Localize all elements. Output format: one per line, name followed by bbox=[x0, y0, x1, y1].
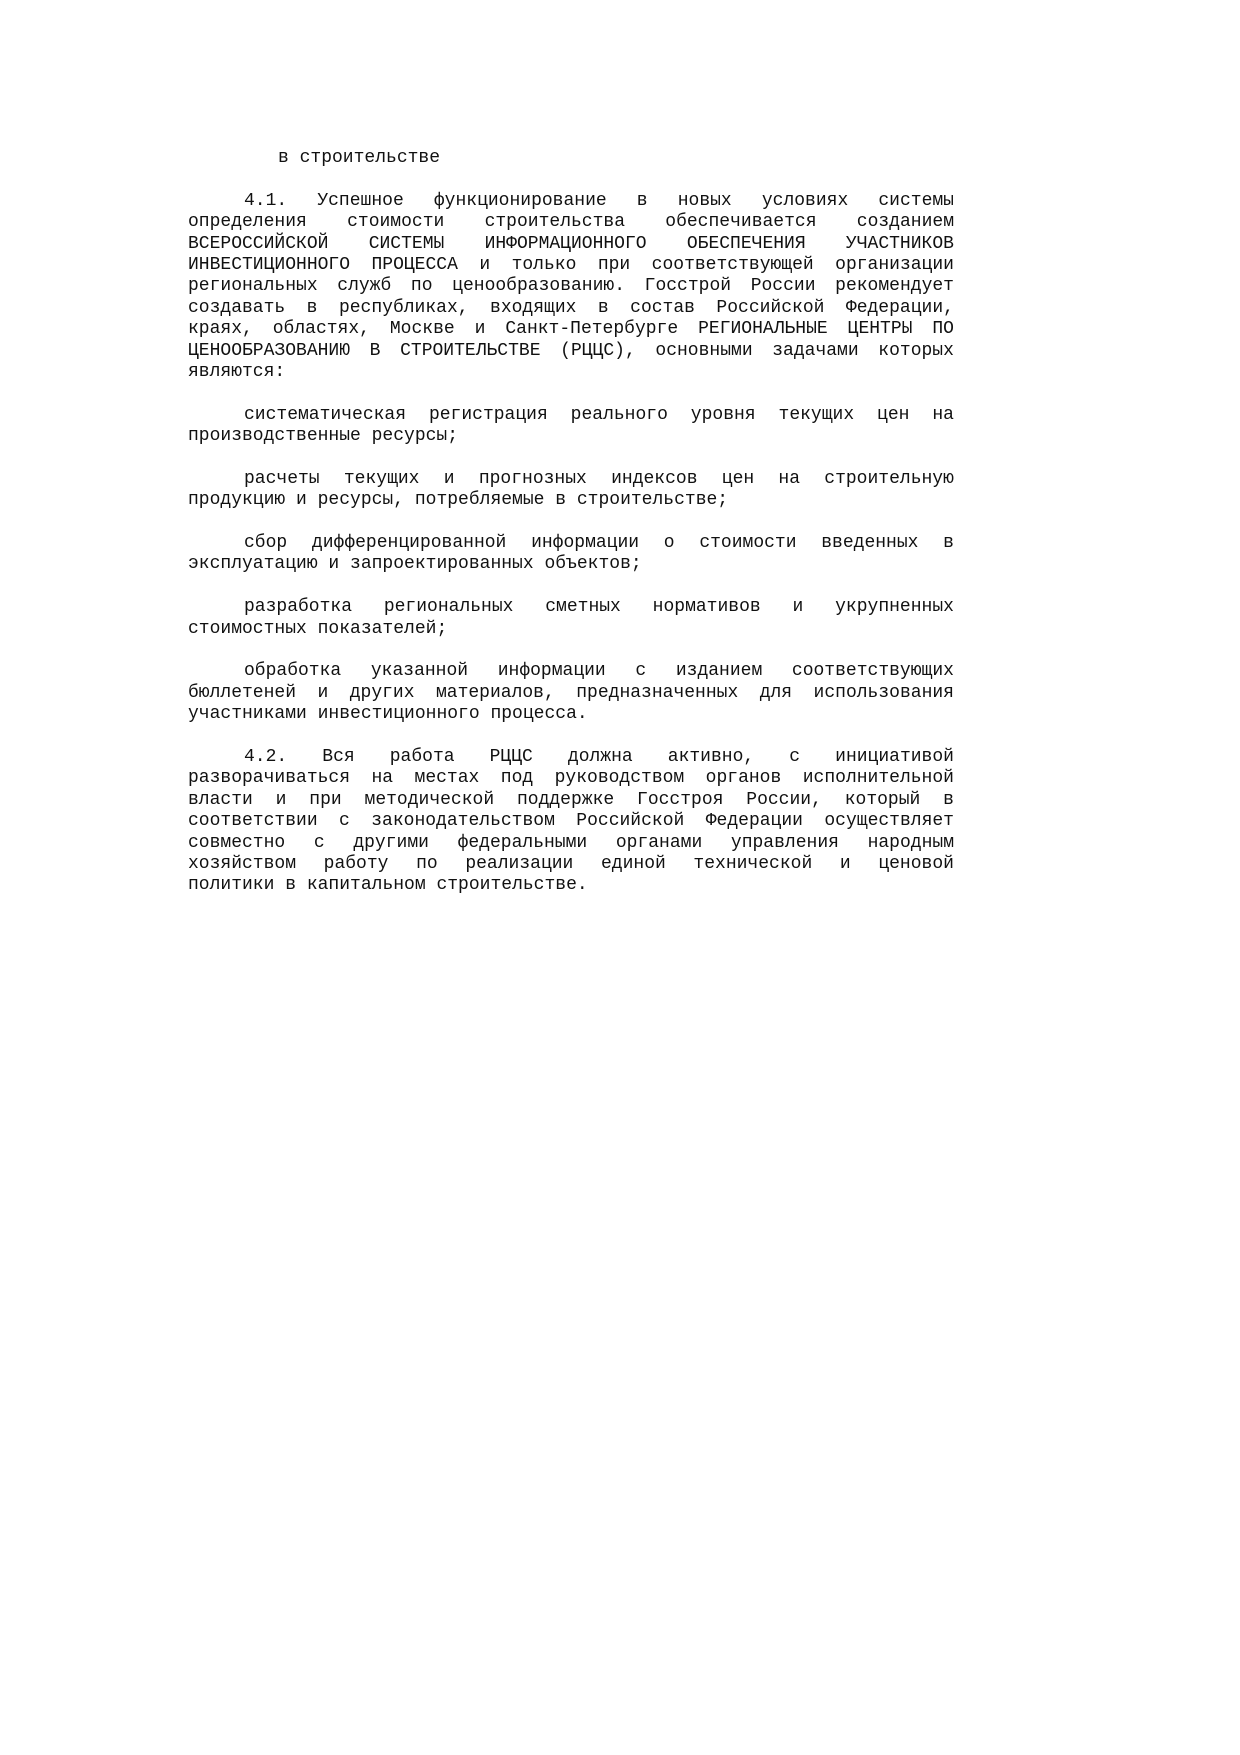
word: в bbox=[555, 490, 567, 511]
word: стоимостных bbox=[188, 618, 307, 639]
word: другими bbox=[353, 832, 429, 853]
para-4-2 bbox=[188, 747, 954, 897]
word: РЕГИОНАЛЬНЫЕ bbox=[698, 319, 828, 340]
list-item-indexes bbox=[188, 469, 954, 512]
word: ПРОЦЕССА bbox=[371, 254, 458, 275]
word: Российской bbox=[576, 811, 685, 832]
word: и bbox=[474, 319, 486, 340]
word: расчеты bbox=[244, 468, 320, 489]
text-line bbox=[188, 341, 954, 362]
word: управления bbox=[730, 832, 839, 853]
word: запроектированных bbox=[350, 554, 534, 575]
word: и bbox=[792, 597, 804, 618]
word: информации bbox=[497, 661, 606, 682]
word: В bbox=[369, 340, 381, 361]
word: функционирование bbox=[433, 190, 607, 211]
word: по bbox=[416, 853, 438, 874]
word: рекомендует bbox=[835, 276, 954, 297]
word: сметных bbox=[545, 597, 621, 618]
text-line bbox=[188, 790, 954, 811]
text-line bbox=[188, 469, 954, 490]
text-line bbox=[188, 619, 954, 640]
word: СТРОИТЕЛЬСТВЕ bbox=[400, 340, 541, 361]
word: соответствующих bbox=[791, 661, 954, 682]
word: состав bbox=[630, 297, 695, 318]
word: под bbox=[500, 768, 534, 789]
word: потребляемые bbox=[414, 490, 545, 511]
word: и bbox=[443, 468, 455, 489]
word: ЦЕНООБРАЗОВАНИЮ bbox=[188, 340, 351, 361]
word: должна bbox=[567, 746, 633, 767]
word: краях, bbox=[188, 319, 253, 340]
word: и bbox=[275, 789, 287, 810]
word: разворачиваться bbox=[188, 768, 351, 789]
word: которых bbox=[878, 340, 954, 361]
text-line bbox=[188, 191, 954, 212]
word: областях, bbox=[272, 319, 370, 340]
word: предназначенных bbox=[576, 682, 739, 703]
word: ИНФОРМАЦИОННОГО bbox=[484, 233, 647, 254]
word: укрупненных bbox=[835, 597, 954, 618]
word: новых bbox=[677, 190, 732, 211]
word: региональных bbox=[188, 276, 318, 297]
word: указанной bbox=[370, 661, 469, 682]
text-line bbox=[188, 833, 954, 854]
word: сбор bbox=[244, 533, 288, 554]
word: 4.1. bbox=[244, 190, 288, 211]
word: Федерации, bbox=[845, 297, 954, 318]
word: производственные bbox=[188, 426, 361, 447]
word: объектов; bbox=[544, 554, 642, 575]
word: совместно bbox=[188, 832, 286, 853]
word: созданием bbox=[856, 212, 954, 233]
word: участниками bbox=[188, 704, 307, 725]
word: входящих bbox=[490, 297, 577, 318]
word: и bbox=[839, 853, 851, 874]
word: строительстве; bbox=[576, 490, 729, 511]
text-line bbox=[188, 554, 954, 575]
word: Москве bbox=[389, 319, 455, 340]
word: с bbox=[635, 661, 647, 682]
word: капитальном bbox=[306, 875, 426, 896]
text-line bbox=[188, 490, 954, 511]
word: текущих bbox=[778, 404, 855, 425]
word: строительстве. bbox=[436, 875, 588, 896]
word: в bbox=[306, 297, 318, 318]
word: основными bbox=[655, 340, 753, 361]
word: который bbox=[844, 789, 921, 810]
text-line bbox=[188, 747, 954, 768]
word: на bbox=[778, 468, 801, 489]
word: республиках, bbox=[338, 297, 469, 318]
word: определения bbox=[188, 212, 307, 233]
text-line bbox=[188, 875, 954, 896]
word: исполнительной bbox=[802, 768, 954, 789]
word: стоимости bbox=[699, 533, 797, 554]
word: цен bbox=[721, 468, 755, 489]
word: и bbox=[317, 682, 329, 703]
word: стоимости bbox=[347, 212, 445, 233]
word: технической bbox=[693, 853, 813, 874]
text-line bbox=[188, 212, 954, 233]
document-body bbox=[188, 148, 954, 918]
word: РЦЦС bbox=[489, 746, 533, 767]
word: ресурсы; bbox=[371, 426, 459, 447]
word: федеральными bbox=[457, 832, 588, 853]
word: показателей; bbox=[317, 618, 448, 639]
para-4-1 bbox=[188, 191, 954, 384]
word: бюллетеней bbox=[188, 682, 297, 703]
word: СИСТЕМЫ bbox=[368, 233, 445, 254]
word: работа bbox=[389, 746, 455, 767]
word: Санкт-Петербурге bbox=[505, 319, 679, 340]
word: создавать bbox=[188, 297, 286, 318]
word: 4.2. bbox=[244, 746, 288, 767]
word: поддержке bbox=[516, 789, 615, 810]
text-line bbox=[188, 362, 954, 383]
word: Федерации bbox=[705, 811, 803, 832]
word: УЧАСТНИКОВ bbox=[845, 233, 954, 254]
text-line bbox=[188, 405, 954, 426]
text-line bbox=[188, 704, 954, 725]
word: России, bbox=[746, 789, 822, 810]
word: в bbox=[597, 297, 609, 318]
word: ресурсы, bbox=[317, 490, 405, 511]
word: строительную bbox=[824, 468, 954, 489]
word: при bbox=[597, 254, 631, 275]
word: индексов bbox=[611, 468, 698, 489]
word: процесса. bbox=[490, 704, 588, 725]
word: единой bbox=[600, 853, 666, 874]
text-line bbox=[188, 811, 954, 832]
word: о bbox=[663, 533, 675, 554]
word: на bbox=[371, 768, 394, 789]
word: соответствующей bbox=[651, 254, 814, 275]
text-line bbox=[188, 255, 954, 276]
word: в bbox=[285, 875, 297, 896]
word: уровня bbox=[690, 404, 756, 425]
word: местах bbox=[414, 768, 480, 789]
list-item-norms bbox=[188, 597, 954, 640]
word: при bbox=[309, 789, 342, 810]
word: только bbox=[511, 254, 577, 275]
word: с bbox=[789, 746, 801, 767]
word: России bbox=[750, 276, 816, 297]
word: ОБЕСПЕЧЕНИЯ bbox=[686, 233, 806, 254]
word: инициативой bbox=[835, 746, 954, 767]
word: на bbox=[932, 404, 954, 425]
word: реального bbox=[570, 404, 668, 425]
word: использования bbox=[813, 682, 954, 703]
word: активно, bbox=[667, 746, 755, 767]
word: Российской bbox=[716, 297, 825, 318]
text-line bbox=[188, 533, 954, 554]
word: цен bbox=[877, 404, 910, 425]
word: продукцию bbox=[188, 490, 286, 511]
word: Госстрой bbox=[644, 276, 732, 297]
word: осуществляет bbox=[824, 811, 954, 832]
word: в bbox=[943, 533, 954, 554]
word: и bbox=[296, 490, 307, 511]
word: с bbox=[313, 832, 325, 853]
word: региональных bbox=[383, 597, 514, 618]
word: работу bbox=[323, 853, 389, 874]
word: введенных bbox=[821, 533, 919, 554]
word: с bbox=[339, 811, 350, 832]
section-heading-text: в строительстве bbox=[278, 148, 441, 168]
word: являются: bbox=[188, 361, 286, 382]
word: изданием bbox=[675, 661, 763, 682]
word: системы bbox=[878, 190, 954, 211]
word: ценовой bbox=[878, 853, 954, 874]
section-heading bbox=[188, 148, 954, 169]
word: Вся bbox=[322, 746, 355, 767]
list-item-registration bbox=[188, 405, 954, 448]
word: и bbox=[479, 254, 491, 275]
word: политики bbox=[188, 875, 275, 896]
word: реализации bbox=[465, 853, 574, 874]
text-line bbox=[188, 276, 954, 297]
word: нормативов bbox=[652, 597, 761, 618]
word: систематическая bbox=[244, 404, 407, 425]
list-item-processing bbox=[188, 661, 954, 725]
text-line bbox=[188, 426, 954, 447]
word: информации bbox=[531, 533, 640, 554]
word: разработка bbox=[244, 597, 353, 618]
text-line bbox=[188, 319, 954, 340]
word: хозяйством bbox=[188, 853, 297, 874]
text-line bbox=[188, 661, 954, 682]
word: обработка bbox=[244, 661, 342, 682]
word: соответствии bbox=[188, 811, 318, 832]
text-line bbox=[188, 298, 954, 319]
word: материалов, bbox=[435, 682, 555, 703]
word: методической bbox=[364, 789, 495, 810]
word: инвестиционного bbox=[317, 704, 480, 725]
word: народным bbox=[867, 832, 954, 853]
word: других bbox=[349, 682, 415, 703]
word: по bbox=[410, 276, 433, 297]
word: организации bbox=[835, 254, 954, 275]
word: служб bbox=[337, 276, 392, 297]
word: Госстроя bbox=[637, 789, 724, 810]
word: ИНВЕСТИЦИОННОГО bbox=[188, 254, 351, 275]
list-item-collection bbox=[188, 533, 954, 576]
word: задачами bbox=[772, 340, 859, 361]
word: условиях bbox=[761, 190, 849, 211]
word: прогнозных bbox=[478, 468, 587, 489]
word: власти bbox=[188, 789, 253, 810]
word: руководством bbox=[554, 768, 685, 789]
text-line bbox=[188, 234, 954, 255]
word: ПО bbox=[932, 319, 954, 340]
word: ЦЕНТРЫ bbox=[847, 319, 913, 340]
word: (РЦЦС), bbox=[560, 340, 636, 361]
word: органов bbox=[705, 768, 782, 789]
word: в bbox=[636, 190, 648, 211]
text-line bbox=[188, 597, 954, 618]
paragraphs-container bbox=[188, 191, 954, 897]
word: для bbox=[759, 682, 793, 703]
word: Успешное bbox=[317, 190, 404, 211]
word: обеспечивается bbox=[665, 212, 817, 233]
word: строительства bbox=[484, 212, 626, 233]
word: ВСЕРОССИЙСКОЙ bbox=[188, 233, 329, 254]
word: эксплуатацию bbox=[188, 554, 318, 575]
word: органами bbox=[615, 832, 703, 853]
text-line bbox=[188, 683, 954, 704]
word: законодательством bbox=[371, 811, 555, 832]
word: регистрация bbox=[428, 404, 548, 425]
text-line bbox=[188, 768, 954, 789]
word: и bbox=[328, 554, 340, 575]
word: в bbox=[943, 789, 954, 810]
word: ценообразованию. bbox=[452, 276, 625, 297]
text-line bbox=[188, 854, 954, 875]
word: текущих bbox=[343, 468, 420, 489]
word: дифференцированной bbox=[311, 533, 507, 554]
